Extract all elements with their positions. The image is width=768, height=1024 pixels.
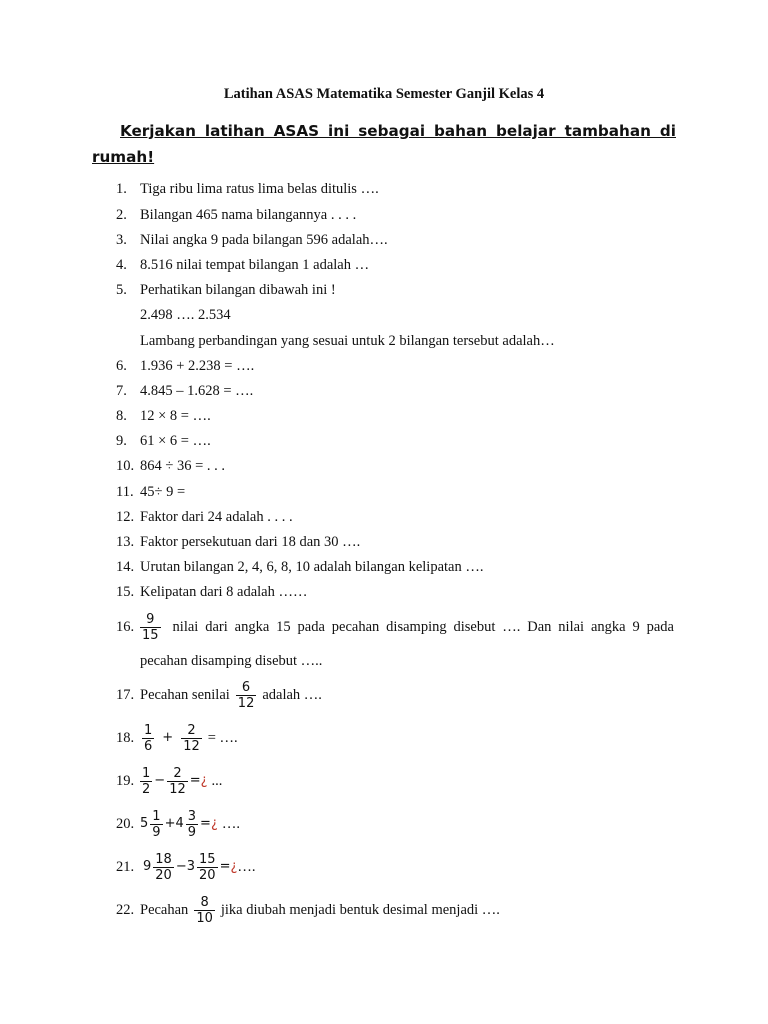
question-text: ….	[237, 859, 256, 875]
question-number: 8.	[116, 408, 127, 424]
question-text: 8.516 nilai tempat bilangan 1 adalah …	[140, 257, 370, 273]
plus-operator: +	[162, 730, 174, 745]
fraction: $\frac{8}{10}$	[196, 894, 213, 926]
equals-operator: =	[200, 816, 211, 831]
question-number: 12.	[116, 509, 135, 525]
question-text: 45÷ 9 =	[140, 484, 186, 500]
fraction: $\frac{6}{12}$	[237, 679, 255, 711]
question-body	[140, 718, 238, 758]
question-number: 4.	[116, 257, 127, 273]
fraction: $\frac{2}{12}$	[169, 765, 186, 797]
question-text: Perhatikan bilangan dibawah ini !	[140, 282, 336, 298]
question-text: Pecahan senilai	[140, 687, 230, 703]
whole-number: 3	[186, 859, 196, 874]
placeholder-mark: ¿	[230, 859, 238, 874]
fraction: $\frac{9}{15}$	[142, 611, 159, 643]
whole-number: 5	[140, 816, 149, 831]
question-number: 20.	[116, 816, 135, 832]
question-text: nilai dari angka 15 pada pecahan disamping disebut …. Dan nilai angka 9 pada	[172, 619, 674, 635]
instruction-line-1: Kerjakan latihan ASAS ini sebagai bahan belajar tambahan di	[120, 122, 676, 140]
question-number: 3.	[116, 232, 127, 248]
fraction: $\frac{2}{12}$	[183, 722, 200, 754]
fraction: $\frac{18}{20}$	[155, 851, 172, 883]
question-number: 11.	[116, 484, 134, 500]
question-body	[140, 761, 222, 801]
question-text: ...	[211, 773, 223, 789]
question-text: Urutan bilangan 2, 4, 6, 8, 10 adalah bilangan kelipatan ….	[140, 559, 484, 575]
equals-operator: =	[189, 773, 201, 788]
question-number: 16.	[116, 619, 135, 635]
question-text: ….	[221, 816, 240, 832]
question-text: Faktor persekutuan dari 18 dan 30 ….	[140, 534, 361, 550]
question-body	[140, 607, 674, 647]
question-text: Pecahan	[140, 902, 189, 918]
question-number: 21.	[116, 859, 135, 875]
minus-operator: −	[175, 859, 187, 874]
question-number: 17.	[116, 687, 135, 703]
fraction: $\frac{15}{20}$	[199, 851, 216, 883]
question-text: 1.936 + 2.238 = ….	[140, 358, 255, 374]
whole-number: 9	[143, 859, 152, 874]
question-number: 10.	[116, 458, 135, 474]
fraction: $\frac{1}{6}$	[144, 722, 153, 754]
question-number: 6.	[116, 358, 127, 374]
page-title: Latihan ASAS Matematika Semester Ganjil Kelas 4	[223, 86, 545, 102]
question-number: 13.	[116, 534, 135, 550]
question-number: 15.	[116, 584, 135, 600]
fraction: $\frac{1}{2}$	[142, 765, 151, 797]
minus-operator: −	[154, 773, 166, 788]
question-number: 22.	[116, 902, 135, 918]
question-text: Tiga ribu lima ratus lima belas ditulis ….	[140, 181, 379, 197]
question-text: = ….	[207, 730, 238, 746]
plus-operator: +	[164, 816, 176, 831]
question-text: adalah ….	[262, 687, 322, 703]
question-text: 2.498 …. 2.534	[140, 307, 231, 323]
instruction-text	[92, 118, 676, 170]
question-body	[140, 890, 500, 930]
question-number: 9.	[116, 433, 127, 449]
question-number: 19.	[116, 773, 135, 789]
equals-operator: =	[219, 859, 231, 874]
question-text: Faktor dari 24 adalah . . . .	[140, 509, 293, 525]
question-number: 18.	[116, 730, 135, 746]
question-text: jika diubah menjadi bentuk desimal menjadi ….	[220, 902, 500, 918]
placeholder-mark: ¿	[200, 773, 208, 788]
question-text: pecahan disamping disebut …..	[140, 653, 323, 669]
question-text: 61 × 6 = ….	[140, 433, 211, 449]
instruction-line-2: rumah!	[92, 148, 155, 166]
placeholder-mark: ¿	[210, 816, 218, 831]
question-number: 1.	[116, 181, 127, 197]
question-text: Bilangan 465 nama bilangannya . . . .	[140, 207, 357, 223]
question-text: Lambang perbandingan yang sesuai untuk 2 bilangan tersebut adalah…	[140, 333, 555, 349]
question-text: Kelipatan dari 8 adalah ……	[140, 584, 308, 600]
question-number: 14.	[116, 559, 135, 575]
question-text: 864 ÷ 36 = . . .	[140, 458, 226, 474]
question-text: Nilai angka 9 pada bilangan 596 adalah….	[140, 232, 388, 248]
question-body	[143, 847, 256, 887]
fraction: $\frac{3}{9}$	[187, 808, 197, 840]
question-number: 2.	[116, 207, 127, 223]
fraction: $\frac{1}{9}$	[152, 808, 161, 840]
question-text: 12 × 8 = ….	[140, 408, 211, 424]
whole-number: 4	[175, 816, 184, 831]
question-body	[140, 675, 322, 715]
question-number: 5.	[116, 282, 127, 298]
question-number: 7.	[116, 383, 127, 399]
question-body	[140, 804, 240, 844]
question-text: 4.845 – 1.628 = ….	[140, 383, 254, 399]
